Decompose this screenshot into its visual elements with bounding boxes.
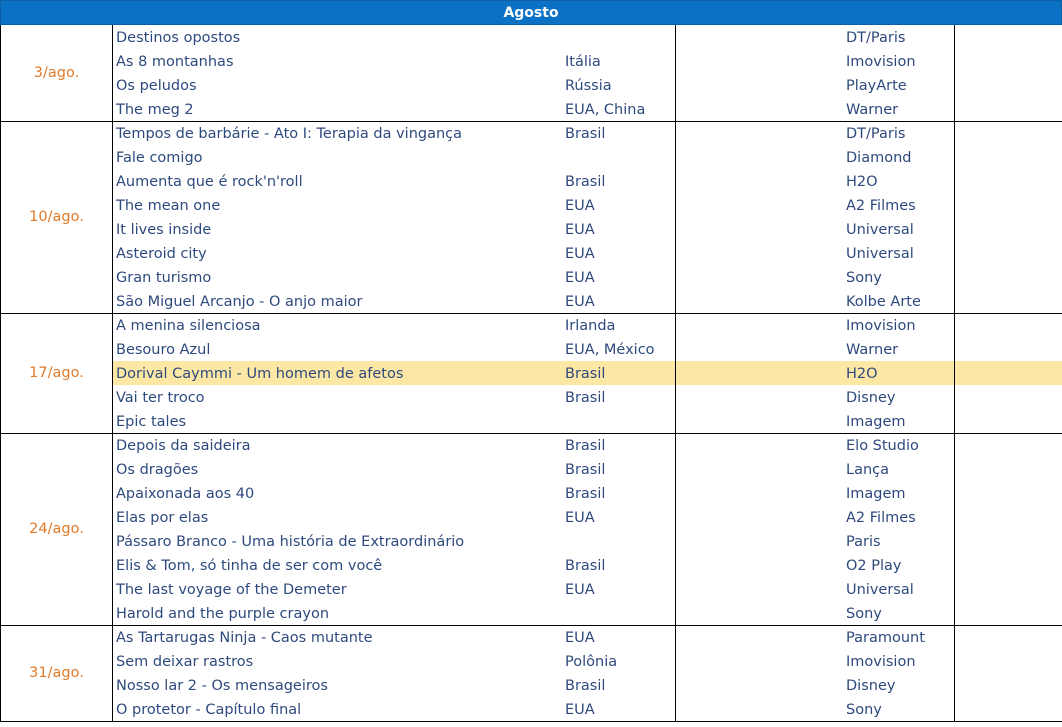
country-cell bbox=[565, 25, 840, 49]
distributor-cell: Imagem bbox=[846, 414, 906, 430]
country-cell: Brasil bbox=[565, 390, 606, 406]
table-row bbox=[113, 337, 1062, 361]
distributor-cell: Imovision bbox=[846, 54, 916, 70]
film-title-cell: Elas por elas bbox=[116, 510, 209, 526]
distributor-cell: Imovision bbox=[846, 654, 916, 670]
film-title-cell: Nosso lar 2 - Os mensageiros bbox=[116, 678, 328, 694]
distributor-cell: Kolbe Arte bbox=[846, 294, 921, 310]
column-divider bbox=[954, 313, 955, 433]
country-cell: Itália bbox=[565, 54, 601, 70]
distributor-cell: Elo Studio bbox=[846, 438, 919, 454]
country-cell: EUA bbox=[565, 582, 595, 598]
country-cell: EUA bbox=[565, 702, 595, 718]
distributor-cell: H2O bbox=[846, 174, 878, 190]
distributor-cell: Universal bbox=[846, 222, 914, 238]
distributor-cell: Disney bbox=[846, 678, 896, 694]
country-cell: Brasil bbox=[565, 486, 606, 502]
film-title-cell: Elis & Tom, só tinha de ser com você bbox=[116, 558, 383, 574]
film-title-cell: Aumenta que é rock'n'roll bbox=[116, 174, 303, 190]
film-title-cell: São Miguel Arcanjo - O anjo maior bbox=[116, 294, 363, 310]
release-rows bbox=[113, 25, 1062, 122]
release-group bbox=[0, 25, 1062, 122]
film-title-cell: Sem deixar rastros bbox=[116, 654, 254, 670]
table-row bbox=[113, 697, 1062, 721]
distributor-cell: Disney bbox=[846, 390, 896, 406]
country-cell bbox=[565, 409, 840, 433]
release-group bbox=[0, 313, 1062, 434]
release-date-cell: 31/ago. bbox=[0, 625, 113, 722]
release-rows bbox=[113, 313, 1062, 434]
release-group bbox=[0, 121, 1062, 314]
distributor-cell: Universal bbox=[846, 582, 914, 598]
release-date-cell: 3/ago. bbox=[0, 25, 113, 122]
distributor-cell: Warner bbox=[846, 342, 899, 358]
column-divider bbox=[675, 25, 676, 121]
column-divider bbox=[675, 433, 676, 625]
table-row-highlighted bbox=[113, 361, 1062, 385]
table-row bbox=[113, 25, 1062, 49]
country-cell: Brasil bbox=[565, 462, 606, 478]
table-row bbox=[113, 217, 1062, 241]
table-row bbox=[113, 601, 1062, 625]
table-row bbox=[113, 457, 1062, 481]
table-row bbox=[113, 433, 1062, 457]
film-title-cell: Pássaro Branco - Uma história de Extraordinário bbox=[116, 534, 465, 550]
table-row bbox=[113, 385, 1062, 409]
film-title-cell: Harold and the purple crayon bbox=[116, 606, 330, 622]
film-title-cell: A menina silenciosa bbox=[116, 318, 261, 334]
country-cell: EUA bbox=[565, 270, 595, 286]
distributor-cell: O2 Play bbox=[846, 558, 902, 574]
country-cell: EUA bbox=[565, 630, 595, 646]
distributor-cell: H2O bbox=[846, 366, 878, 382]
distributor-cell: Imagem bbox=[846, 486, 906, 502]
country-cell bbox=[565, 145, 840, 169]
film-title-cell: Vai ter troco bbox=[116, 390, 205, 406]
country-cell: Brasil bbox=[565, 366, 606, 382]
column-divider bbox=[954, 25, 955, 121]
country-cell: Brasil bbox=[565, 438, 606, 454]
country-cell: Brasil bbox=[565, 678, 606, 694]
table-row bbox=[113, 409, 1062, 433]
film-title-cell: Tempos de barbárie - Ato I: Terapia da vingança bbox=[116, 126, 463, 142]
column-divider bbox=[954, 625, 955, 721]
distributor-cell: A2 Filmes bbox=[846, 198, 916, 214]
country-cell: Polônia bbox=[565, 654, 618, 670]
release-group bbox=[0, 625, 1062, 722]
film-title-cell: Apaixonada aos 40 bbox=[116, 486, 255, 502]
country-cell: EUA bbox=[565, 510, 595, 526]
country-cell: EUA, China bbox=[565, 102, 646, 118]
film-title-cell: Os dragões bbox=[116, 462, 199, 478]
table-row bbox=[113, 577, 1062, 601]
film-title-cell: Destinos opostos bbox=[116, 30, 241, 46]
table-row bbox=[113, 97, 1062, 121]
country-cell: Brasil bbox=[565, 174, 606, 190]
release-rows bbox=[113, 433, 1062, 626]
country-cell: EUA bbox=[565, 198, 595, 214]
column-divider bbox=[954, 121, 955, 313]
country-cell bbox=[565, 601, 840, 625]
table-row bbox=[113, 505, 1062, 529]
distributor-cell: Universal bbox=[846, 246, 914, 262]
release-rows bbox=[113, 625, 1062, 722]
column-divider bbox=[675, 121, 676, 313]
release-group bbox=[0, 433, 1062, 626]
distributor-cell: Diamond bbox=[846, 150, 912, 166]
distributor-cell: Paramount bbox=[846, 630, 925, 646]
film-title-cell: The meg 2 bbox=[116, 102, 194, 118]
distributor-cell: PlayArte bbox=[846, 78, 907, 94]
distributor-cell: A2 Filmes bbox=[846, 510, 916, 526]
column-divider bbox=[675, 625, 676, 721]
film-title-cell: Besouro Azul bbox=[116, 342, 211, 358]
table-row bbox=[113, 289, 1062, 313]
film-title-cell: As Tartarugas Ninja - Caos mutante bbox=[116, 630, 373, 646]
table-row bbox=[113, 649, 1062, 673]
film-title-cell: Os peludos bbox=[116, 78, 197, 94]
table-row bbox=[113, 241, 1062, 265]
table-row bbox=[113, 529, 1062, 553]
country-cell: EUA bbox=[565, 246, 595, 262]
release-date-cell: 17/ago. bbox=[0, 313, 113, 434]
distributor-cell: Paris bbox=[846, 534, 881, 550]
film-title-cell: Asteroid city bbox=[116, 246, 207, 262]
country-cell: EUA, México bbox=[565, 342, 655, 358]
country-cell bbox=[565, 529, 840, 553]
table-row bbox=[113, 73, 1062, 97]
film-title-cell: Depois da saideira bbox=[116, 438, 251, 454]
column-divider bbox=[954, 433, 955, 625]
distributor-cell: DT/Paris bbox=[846, 30, 906, 46]
distributor-cell: Sony bbox=[846, 270, 882, 286]
distributor-cell: DT/Paris bbox=[846, 126, 906, 142]
table-row bbox=[113, 673, 1062, 697]
table-row bbox=[113, 625, 1062, 649]
country-cell: Irlanda bbox=[565, 318, 616, 334]
table-row bbox=[113, 169, 1062, 193]
release-rows bbox=[113, 121, 1062, 314]
film-title-cell: The mean one bbox=[116, 198, 221, 214]
country-cell: EUA bbox=[565, 294, 595, 310]
table-row bbox=[113, 265, 1062, 289]
film-title-cell: Fale comigo bbox=[116, 150, 203, 166]
table-row bbox=[113, 481, 1062, 505]
month-header: Agosto bbox=[0, 0, 1062, 25]
country-cell: Brasil bbox=[565, 558, 606, 574]
country-cell: Brasil bbox=[565, 126, 606, 142]
film-title-cell: It lives inside bbox=[116, 222, 212, 238]
column-divider bbox=[675, 313, 676, 433]
table-row bbox=[113, 193, 1062, 217]
distributor-cell: Warner bbox=[846, 102, 899, 118]
film-title-cell: Epic tales bbox=[116, 414, 187, 430]
distributor-cell: Lança bbox=[846, 462, 890, 478]
table-row bbox=[113, 313, 1062, 337]
table-row bbox=[113, 145, 1062, 169]
release-date-cell: 24/ago. bbox=[0, 433, 113, 626]
distributor-cell: Imovision bbox=[846, 318, 916, 334]
release-date-cell: 10/ago. bbox=[0, 121, 113, 314]
film-title-cell: The last voyage of the Demeter bbox=[116, 582, 347, 598]
table-row bbox=[113, 553, 1062, 577]
table-row bbox=[113, 121, 1062, 145]
film-title-cell: As 8 montanhas bbox=[116, 54, 234, 70]
country-cell: Rússia bbox=[565, 78, 612, 94]
distributor-cell: Sony bbox=[846, 702, 882, 718]
country-cell: EUA bbox=[565, 222, 595, 238]
film-title-cell: Gran turismo bbox=[116, 270, 212, 286]
film-title-cell: O protetor - Capítulo final bbox=[116, 702, 302, 718]
distributor-cell: Sony bbox=[846, 606, 882, 622]
film-title-cell: Dorival Caymmi - Um homem de afetos bbox=[116, 366, 404, 382]
table-row bbox=[113, 49, 1062, 73]
